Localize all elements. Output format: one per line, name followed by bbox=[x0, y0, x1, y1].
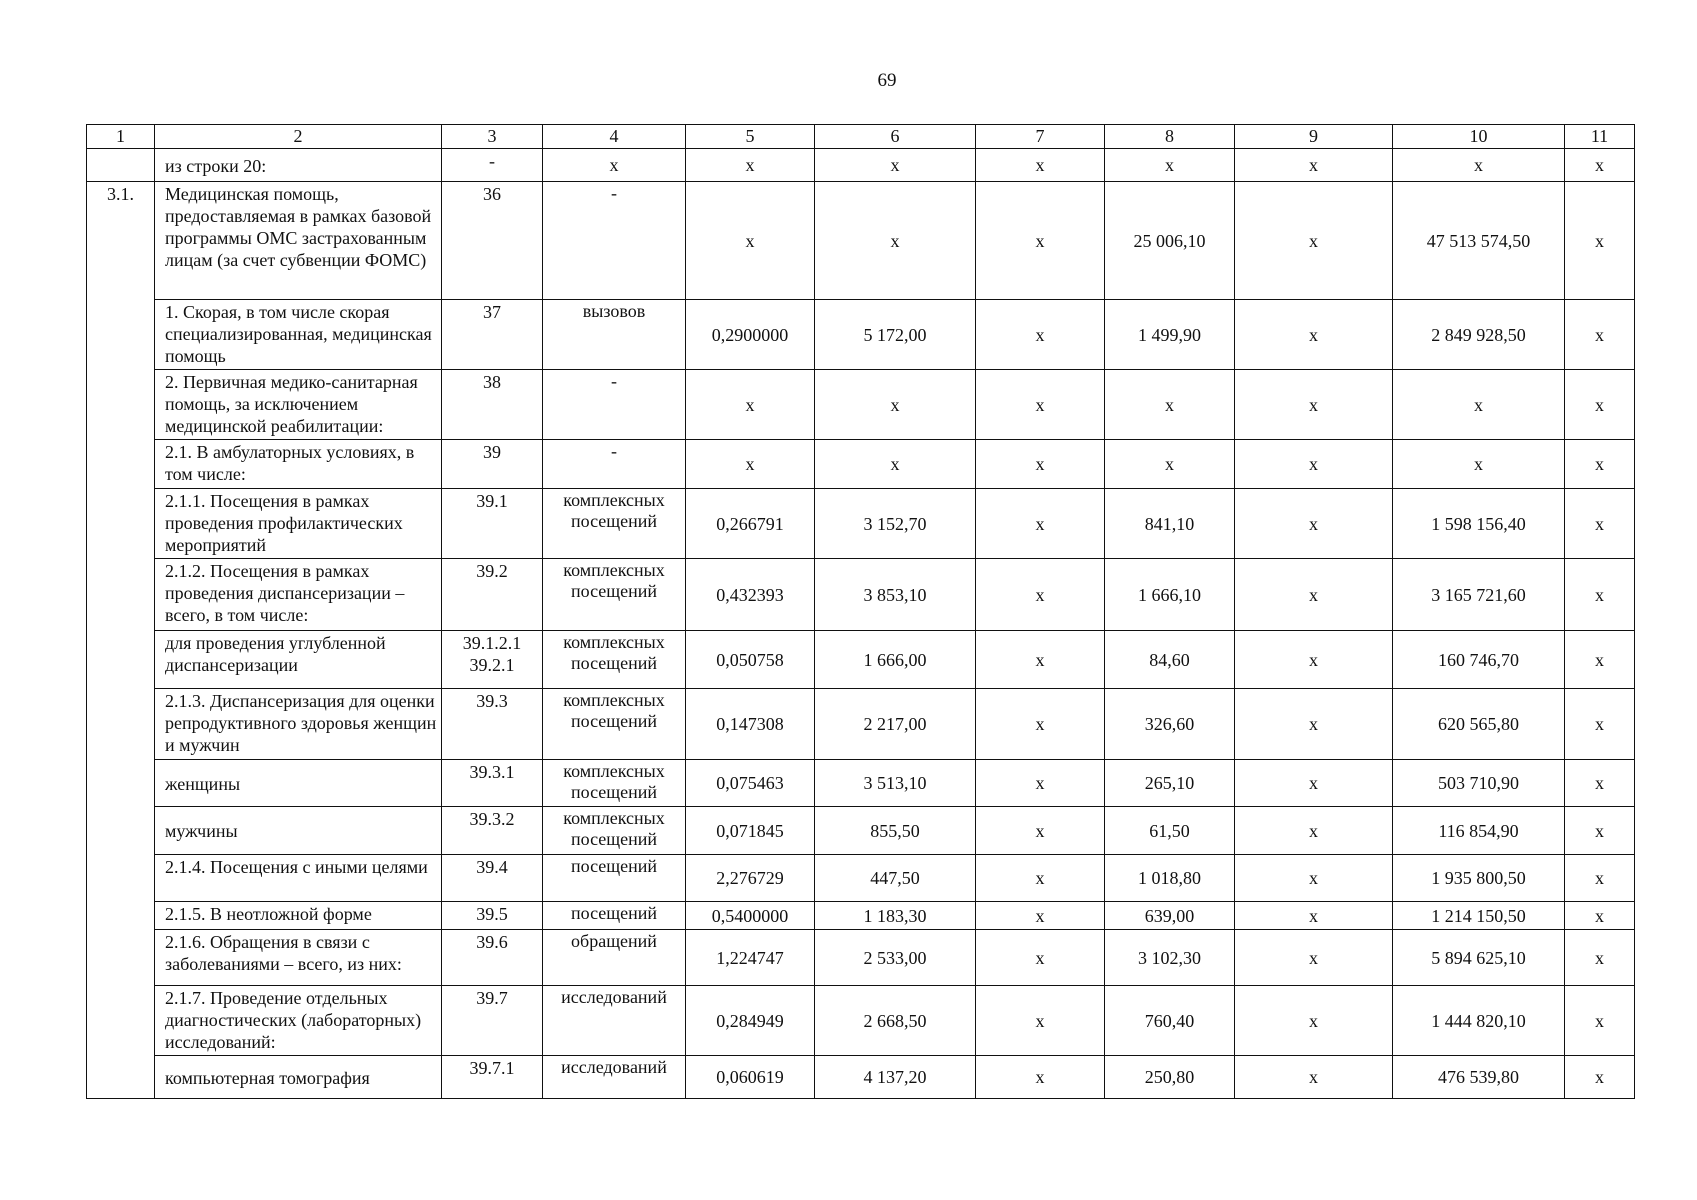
value-cell: 1,224747 bbox=[686, 930, 815, 986]
value-cell: х bbox=[686, 149, 815, 182]
row-code-cell: 39.3.2 bbox=[442, 807, 543, 855]
value-cell: 0,266791 bbox=[686, 489, 815, 559]
row-name-cell: из строки 20: bbox=[155, 149, 442, 182]
row-code-cell: 39.3.1 bbox=[442, 760, 543, 807]
value-cell: 476 539,80 bbox=[1393, 1056, 1565, 1099]
value-cell: х bbox=[1235, 489, 1393, 559]
row-code-cell: 37 bbox=[442, 300, 543, 370]
value-cell: 0,284949 bbox=[686, 986, 815, 1056]
header-cell: 8 bbox=[1105, 125, 1235, 149]
value-cell: 0,5400000 bbox=[686, 902, 815, 930]
value-cell: 1 666,10 bbox=[1105, 559, 1235, 631]
value-cell: х bbox=[976, 902, 1105, 930]
value-cell: 2 217,00 bbox=[815, 689, 976, 760]
value-cell: 841,10 bbox=[1105, 489, 1235, 559]
header-cell: 4 bbox=[543, 125, 686, 149]
row-name-cell: 2.1. В амбулаторных условиях, в том числе: bbox=[155, 440, 442, 489]
page-number: 69 bbox=[877, 70, 897, 91]
value-cell: х bbox=[1565, 807, 1635, 855]
value-cell: х bbox=[1105, 440, 1235, 489]
unit-cell: х bbox=[543, 149, 686, 182]
table-row bbox=[87, 149, 1635, 182]
value-cell: 3 165 721,60 bbox=[1393, 559, 1565, 631]
value-cell: х bbox=[1235, 440, 1393, 489]
value-cell: х bbox=[976, 855, 1105, 902]
value-cell: 25 006,10 bbox=[1105, 182, 1235, 300]
value-cell: х bbox=[976, 440, 1105, 489]
value-cell: 61,50 bbox=[1105, 807, 1235, 855]
value-cell: 0,071845 bbox=[686, 807, 815, 855]
value-cell: х bbox=[1565, 559, 1635, 631]
row-name-cell: женщины bbox=[155, 760, 442, 807]
row-name-cell: 2.1.2. Посещения в рамках проведения диспансеризации – всего, в том числе: bbox=[155, 559, 442, 631]
row-code-cell: 38 bbox=[442, 370, 543, 440]
value-cell: 1 018,80 bbox=[1105, 855, 1235, 902]
row-code-cell: 39.7.1 bbox=[442, 1056, 543, 1099]
value-cell: х bbox=[1393, 370, 1565, 440]
row-name-cell: 2.1.5. В неотложной форме bbox=[155, 902, 442, 930]
unit-cell: комплексных посещений bbox=[543, 489, 686, 559]
unit-cell: комплексных посещений bbox=[543, 689, 686, 760]
value-cell: х bbox=[815, 149, 976, 182]
value-cell: 639,00 bbox=[1105, 902, 1235, 930]
header-cell: 6 bbox=[815, 125, 976, 149]
value-cell: х bbox=[976, 559, 1105, 631]
header-cell: 5 bbox=[686, 125, 815, 149]
header-cell: 11 bbox=[1565, 125, 1635, 149]
header-cell: 2 bbox=[155, 125, 442, 149]
value-cell: х bbox=[1235, 807, 1393, 855]
row-code-cell: 39.2 bbox=[442, 559, 543, 631]
value-cell: х bbox=[1565, 370, 1635, 440]
table-row bbox=[87, 807, 1635, 855]
row-name-cell: 1. Скорая, в том числе скорая специализированная, медицинская помощь bbox=[155, 300, 442, 370]
value-cell: х bbox=[1235, 689, 1393, 760]
value-cell: х bbox=[976, 631, 1105, 689]
value-cell: 1 598 156,40 bbox=[1393, 489, 1565, 559]
value-cell: х bbox=[1235, 182, 1393, 300]
value-cell: х bbox=[815, 182, 976, 300]
value-cell: 447,50 bbox=[815, 855, 976, 902]
row-code-cell: 39.1.2.1 39.2.1 bbox=[442, 631, 543, 689]
value-cell: х bbox=[1235, 930, 1393, 986]
value-cell: 326,60 bbox=[1105, 689, 1235, 760]
row-name-cell: 2.1.1. Посещения в рамках проведения профилактических мероприятий bbox=[155, 489, 442, 559]
value-cell: х bbox=[1565, 986, 1635, 1056]
row-code-cell: 36 bbox=[442, 182, 543, 300]
value-cell: 250,80 bbox=[1105, 1056, 1235, 1099]
value-cell: 2 668,50 bbox=[815, 986, 976, 1056]
value-cell: 3 152,70 bbox=[815, 489, 976, 559]
row-name-cell: Медицинская помощь, предоставляемая в рамках базовой программы ОМС застрахованным лицам (за счет субвенции ФОМС) bbox=[155, 182, 442, 300]
value-cell: х bbox=[1235, 902, 1393, 930]
row-name-cell: 2.1.7. Проведение отдельных диагностических (лабораторных) исследований: bbox=[155, 986, 442, 1056]
value-cell: 1 214 150,50 bbox=[1393, 902, 1565, 930]
section-number-cell: 3.1. bbox=[87, 182, 155, 1099]
value-cell: 0,060619 bbox=[686, 1056, 815, 1099]
value-cell: х bbox=[1565, 902, 1635, 930]
value-cell: 2 849 928,50 bbox=[1393, 300, 1565, 370]
value-cell: х bbox=[976, 986, 1105, 1056]
unit-cell: комплексных посещений bbox=[543, 631, 686, 689]
header-cell: 9 bbox=[1235, 125, 1393, 149]
value-cell: 1 183,30 bbox=[815, 902, 976, 930]
value-cell: х bbox=[1235, 370, 1393, 440]
header-cell: 7 bbox=[976, 125, 1105, 149]
value-cell: 2 533,00 bbox=[815, 930, 976, 986]
table-row bbox=[87, 1056, 1635, 1099]
value-cell: 3 102,30 bbox=[1105, 930, 1235, 986]
value-cell: х bbox=[976, 930, 1105, 986]
value-cell: х bbox=[815, 440, 976, 489]
value-cell: х bbox=[1105, 370, 1235, 440]
value-cell: 503 710,90 bbox=[1393, 760, 1565, 807]
value-cell: 1 935 800,50 bbox=[1393, 855, 1565, 902]
row-name-cell: 2.1.6. Обращения в связи с заболеваниями – всего, из них: bbox=[155, 930, 442, 986]
row-name-cell: 2.1.3. Диспансеризация для оценки репродуктивного здоровья женщин и мужчин bbox=[155, 689, 442, 760]
value-cell: х bbox=[1235, 855, 1393, 902]
value-cell: х bbox=[1565, 930, 1635, 986]
value-cell: х bbox=[976, 370, 1105, 440]
row-code-cell: - bbox=[442, 149, 543, 182]
value-cell: 1 499,90 bbox=[1105, 300, 1235, 370]
value-cell: х bbox=[1565, 760, 1635, 807]
value-cell: 0,432393 bbox=[686, 559, 815, 631]
value-cell: 0,2900000 bbox=[686, 300, 815, 370]
value-cell: 265,10 bbox=[1105, 760, 1235, 807]
row-name-cell: компьютерная томография bbox=[155, 1056, 442, 1099]
table-row bbox=[87, 631, 1635, 689]
unit-cell: комплексных посещений bbox=[543, 807, 686, 855]
value-cell: х bbox=[815, 370, 976, 440]
row-code-cell: 39.6 bbox=[442, 930, 543, 986]
value-cell: х bbox=[1565, 855, 1635, 902]
value-cell: х bbox=[686, 440, 815, 489]
value-cell: х bbox=[1235, 559, 1393, 631]
value-cell: х bbox=[1565, 300, 1635, 370]
value-cell: 855,50 bbox=[815, 807, 976, 855]
value-cell: 4 137,20 bbox=[815, 1056, 976, 1099]
value-cell: х bbox=[1565, 149, 1635, 182]
value-cell: х bbox=[1235, 1056, 1393, 1099]
value-cell: х bbox=[1393, 149, 1565, 182]
row-name-cell: мужчины bbox=[155, 807, 442, 855]
value-cell: х bbox=[976, 1056, 1105, 1099]
row-name-cell: для проведения углубленной диспансеризации bbox=[155, 631, 442, 689]
value-cell: х bbox=[1235, 631, 1393, 689]
table-row bbox=[87, 930, 1635, 986]
header-cell: 1 bbox=[87, 125, 155, 149]
value-cell: х bbox=[686, 182, 815, 300]
unit-cell: обращений bbox=[543, 930, 686, 986]
table-row bbox=[87, 689, 1635, 760]
value-cell: х bbox=[976, 689, 1105, 760]
value-cell: х bbox=[1105, 149, 1235, 182]
value-cell: х bbox=[1235, 149, 1393, 182]
unit-cell: комплексных посещений bbox=[543, 760, 686, 807]
row-code-cell: 39.1 bbox=[442, 489, 543, 559]
table-row bbox=[87, 440, 1635, 489]
value-cell: х bbox=[976, 807, 1105, 855]
value-cell: х bbox=[1565, 182, 1635, 300]
value-cell: х bbox=[1565, 489, 1635, 559]
table-row bbox=[87, 370, 1635, 440]
unit-cell: исследований bbox=[543, 986, 686, 1056]
value-cell: х bbox=[1565, 631, 1635, 689]
header-row bbox=[87, 125, 1635, 149]
table-row bbox=[87, 855, 1635, 902]
value-cell: 0,050758 bbox=[686, 631, 815, 689]
row-number-cell bbox=[87, 149, 155, 182]
unit-cell: посещений bbox=[543, 902, 686, 930]
row-code-cell: 39.4 bbox=[442, 855, 543, 902]
unit-cell: - bbox=[543, 370, 686, 440]
table-row bbox=[87, 182, 1635, 300]
value-cell: х bbox=[1235, 760, 1393, 807]
value-cell: х bbox=[1565, 440, 1635, 489]
value-cell: х bbox=[1565, 1056, 1635, 1099]
value-cell: 5 172,00 bbox=[815, 300, 976, 370]
unit-cell: вызовов bbox=[543, 300, 686, 370]
value-cell: 5 894 625,10 bbox=[1393, 930, 1565, 986]
row-code-cell: 39.5 bbox=[442, 902, 543, 930]
value-cell: х bbox=[976, 760, 1105, 807]
value-cell: 0,147308 bbox=[686, 689, 815, 760]
table-row bbox=[87, 760, 1635, 807]
table-row bbox=[87, 986, 1635, 1056]
value-cell: х bbox=[976, 300, 1105, 370]
value-cell: 160 746,70 bbox=[1393, 631, 1565, 689]
value-cell: 2,276729 bbox=[686, 855, 815, 902]
value-cell: х bbox=[1393, 440, 1565, 489]
row-name-cell: 2.1.4. Посещения с иными целями bbox=[155, 855, 442, 902]
value-cell: 760,40 bbox=[1105, 986, 1235, 1056]
unit-cell: посещений bbox=[543, 855, 686, 902]
table-row bbox=[87, 489, 1635, 559]
value-cell: 0,075463 bbox=[686, 760, 815, 807]
row-code-cell: 39 bbox=[442, 440, 543, 489]
value-cell: 1 444 820,10 bbox=[1393, 986, 1565, 1056]
value-cell: х bbox=[686, 370, 815, 440]
value-cell: х bbox=[976, 489, 1105, 559]
value-cell: 3 853,10 bbox=[815, 559, 976, 631]
value-cell: 620 565,80 bbox=[1393, 689, 1565, 760]
row-code-cell: 39.7 bbox=[442, 986, 543, 1056]
value-cell: 47 513 574,50 bbox=[1393, 182, 1565, 300]
value-cell: х bbox=[1565, 689, 1635, 760]
unit-cell: комплексных посещений bbox=[543, 559, 686, 631]
value-cell: х bbox=[976, 149, 1105, 182]
value-cell: х bbox=[1235, 986, 1393, 1056]
value-cell: 1 666,00 bbox=[815, 631, 976, 689]
table-row bbox=[87, 559, 1635, 631]
unit-cell: - bbox=[543, 182, 686, 300]
header-cell: 3 bbox=[442, 125, 543, 149]
unit-cell: - bbox=[543, 440, 686, 489]
header-cell: 10 bbox=[1393, 125, 1565, 149]
row-code-cell: 39.3 bbox=[442, 689, 543, 760]
data-table bbox=[86, 124, 1635, 1099]
row-name-cell: 2. Первичная медико-санитарная помощь, за исключением медицинской реабилитации: bbox=[155, 370, 442, 440]
value-cell: х bbox=[976, 182, 1105, 300]
value-cell: 3 513,10 bbox=[815, 760, 976, 807]
value-cell: 84,60 bbox=[1105, 631, 1235, 689]
value-cell: 116 854,90 bbox=[1393, 807, 1565, 855]
table-row bbox=[87, 300, 1635, 370]
value-cell: х bbox=[1235, 300, 1393, 370]
table-row bbox=[87, 902, 1635, 930]
unit-cell: исследований bbox=[543, 1056, 686, 1099]
